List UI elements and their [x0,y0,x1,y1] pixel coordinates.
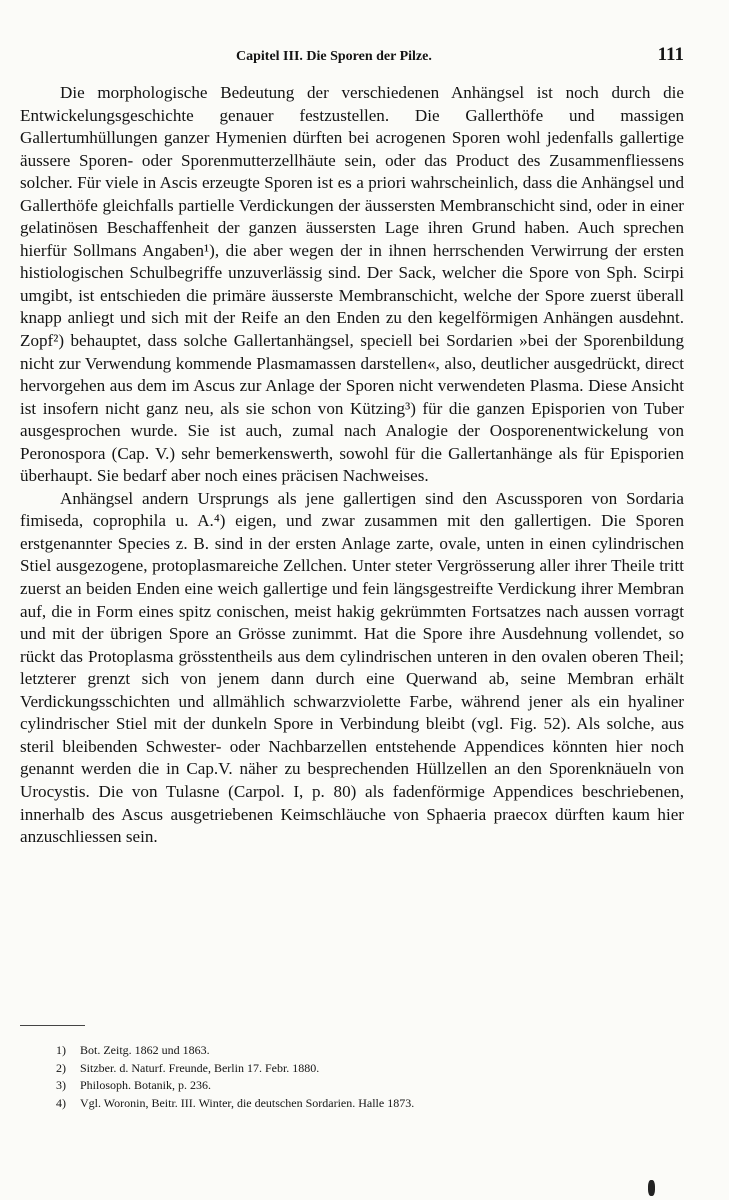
footnote-number: 2) [56,1060,66,1075]
footnote-text: Philosoph. Botanik, p. 236. [80,1078,212,1092]
paragraph: Die morphologische Bedeutung der verschiedenen Anhängsel ist noch durch die Entwickelungsgeschichte genauer festzustellen. Die Gallerthöfe und massigen Gallertumhüllungen ganzer Hymenien dürften bei acrogenen Sporen wohl jedenfalls gallertige äussere Sporen- oder Sporenmutterzellhäute sein, oder das Product des Zusammenfliessens solcher. Für viele in Ascis erzeugte Sporen ist es a priori wahrscheinlich, dass die Anhängsel und Gallerthöfe gleichfalls partielle Verdickungen der äussersten Membranschicht sind, oder in einer gelatinösen Beschaffenheit der ganzen äussersten Lage ihren Grund haben. Auch sprechen hierfür Sollmans Angaben¹), die aber wegen der in ihnen herrschenden Verwirrung der ersten histiologischen Schulbegriffe unzuverlässig sind. Der Sack, welcher die Spore von Sph. Scirpi umgibt, ist entschieden die primäre äusserste Membranschicht, welche der Spore zuerst überall knapp anliegt und sich mit der Reife an den Enden zu den kegelförmigen Anhängen ausdehnt. Zopf²) behauptet, dass solche Gallertanhängsel, speciell bei Sordarien »bei der Sporenbildung nicht zur Verwendung kommende Plasmamassen darstellen«, also, deutlicher ausgedrückt, direct hervorgehen aus dem im Ascus zur Anlage der Sporen nicht verwendeten Plasma. Diese Ansicht ist insofern nicht ganz neu, als sie schon von Kützing³) für die ganzen Episporien von Tuber ausgesprochen wurde. Sie ist auch, zumal nach Analogie der Oosporenentwickelung von Peronospora (Cap. V.) sehr bemerkenswerth, sowohl für die Gallertanhänge als für Episporien überhaupt. Sie bedarf aber noch eines präcisen Nachweises. [20,83,684,486]
footnote [56,1060,676,1078]
footnote-separator [20,1025,85,1026]
footnote-number: 3) [56,1078,66,1092]
footnotes [56,1042,676,1112]
footnote [56,1095,676,1113]
paragraph: Anhängsel andern Ursprungs als jene gallertigen sind den Ascussporen von Sordaria fimiseda, coprophila u. A.⁴) eigen, und zwar zusammen mit den gallertigen. Die Sporen erstgenannter Species z. B. sind in der ersten Anlage zarte, ovale, unten in einen cylindrischen Stiel ausgezogene, protoplasmareiche Zellchen. Unter steter Vergrösserung aller ihrer Theile tritt zuerst an beiden Enden eine weich gallertige und fein längsgestreifte Verdickung ihrer Membran auf, die in Form eines spitz conischen, meist hakig gekrümmten Fortsatzes nach aussen vorragt und mit der übrigen Spore an Grösse zunimmt. Hat die Spore ihre Ausdehnung vollendet, so rückt das Protoplasma grösstentheils aus dem cylindrischen unteren in den ovalen oberen Theil; letzterer grenzt sich von jenem dann durch eine Querwand ab, seine Membran erhält Verdickungsschichten und allmählich schwarzviolette Farbe, während jener als ein hyaliner cylindrischer Stiel mit der dunkeln Spore in Verbindung bleibt (vgl. Fig. 52). Als solche, aus steril bleibenden Schwester- oder Nachbarzellen entstehende Appendices könnten hier noch genannt werden die in Cap.V. näher zu besprechenden Hüllzellen an den Sporenknäueln von Urocystis. Die von Tulasne (Carpol. I, p. 80) als fadenförmige Appendices beschriebenen, innerhalb des Ascus ausgetriebenen Keimschläuche von Sphaeria praecox dürften kaum hier anzuschliessen sein. [20,488,684,847]
footnote [56,1077,676,1095]
footnote-text: Bot. Zeitg. 1862 und 1863. [80,1043,210,1057]
footnote-number: 1) [56,1043,66,1057]
page-number: 111 [657,44,684,65]
footnote [56,1042,676,1060]
footnote-number: 4) [56,1095,66,1110]
body-text [20,82,684,849]
running-header [200,44,684,66]
footnote-text: Vgl. Woronin, Beitr. III. Winter, die deutschen Sordarien. Halle 1873. [80,1095,415,1110]
footnote-text: Sitzber. d. Naturf. Freunde, Berlin 17. Febr. 1880. [80,1060,320,1075]
ink-speck [648,1180,655,1196]
chapter-title: Capitel III. Die Sporen der Pilze. [236,49,432,64]
